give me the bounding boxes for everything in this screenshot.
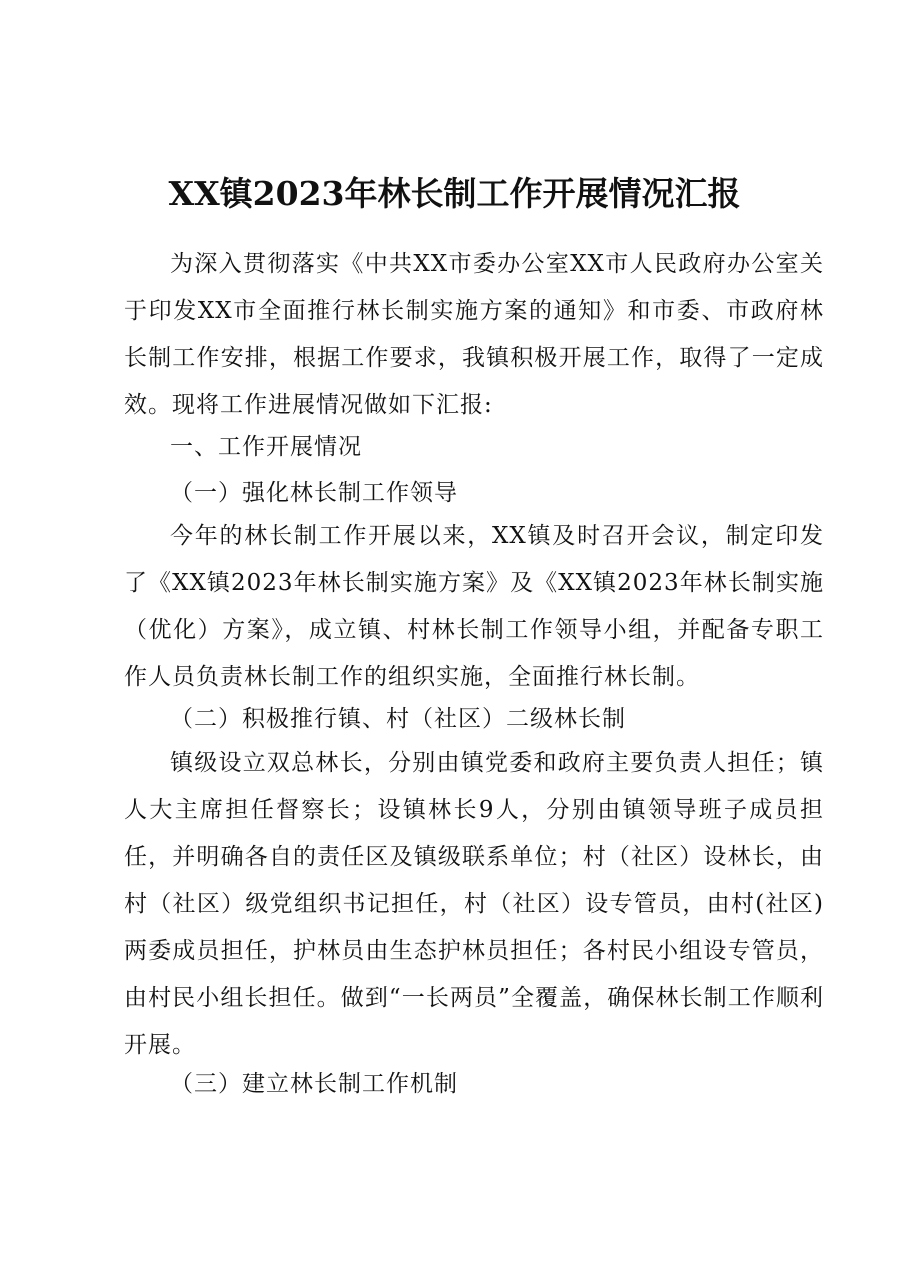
subsection-heading-two-level-system: （二）积极推行镇、村（社区）二级林长制 <box>170 706 626 732</box>
document-title: XX镇2023年林长制工作开展情况汇报 <box>168 174 741 213</box>
subsection-paragraph-two-level-system: 镇级设立双总林长，分别由镇党委和政府主要负责人担任；镇人大主席担任督察长；设镇林长9人，分别由镇领导班子成员担任，并明确各自的责任区及镇级联系单位；村（社区）设林长，由村（社区）级党组织书记担任，村（社区）设专管员，由村(社区)两委成员担任，护林员由生态护林员担任；各村民小组设专管员，由村民小组长担任。做到“一长两员”全覆盖，确保林长制工作顺利开展。 <box>124 750 824 1058</box>
subsection-heading-leadership: （一）强化林长制工作领导 <box>170 480 458 506</box>
subsection-heading-work-mechanism: （三）建立林长制工作机制 <box>170 1071 458 1097</box>
intro-paragraph: 为深入贯彻落实《中共XX市委办公室XX市人民政府办公室关于印发XX市全面推行林长制实施方案的通知》和市委、市政府林长制工作安排，根据工作要求，我镇积极开展工作，取得了一定成效。现将工作进展情况做如下汇报: <box>124 251 824 418</box>
subsection-paragraph-leadership: 今年的林长制工作开展以来，XX镇及时召开会议，制定印发了《XX镇2023年林长制实施方案》及《XX镇2023年林长制实施（优化）方案》，成立镇、村林长制工作领导小组，并配备专职工作人员负责林长制工作的组织实施，全面推行林长制。 <box>124 523 824 690</box>
section-heading-work-progress: 一、工作开展情况 <box>170 434 362 460</box>
